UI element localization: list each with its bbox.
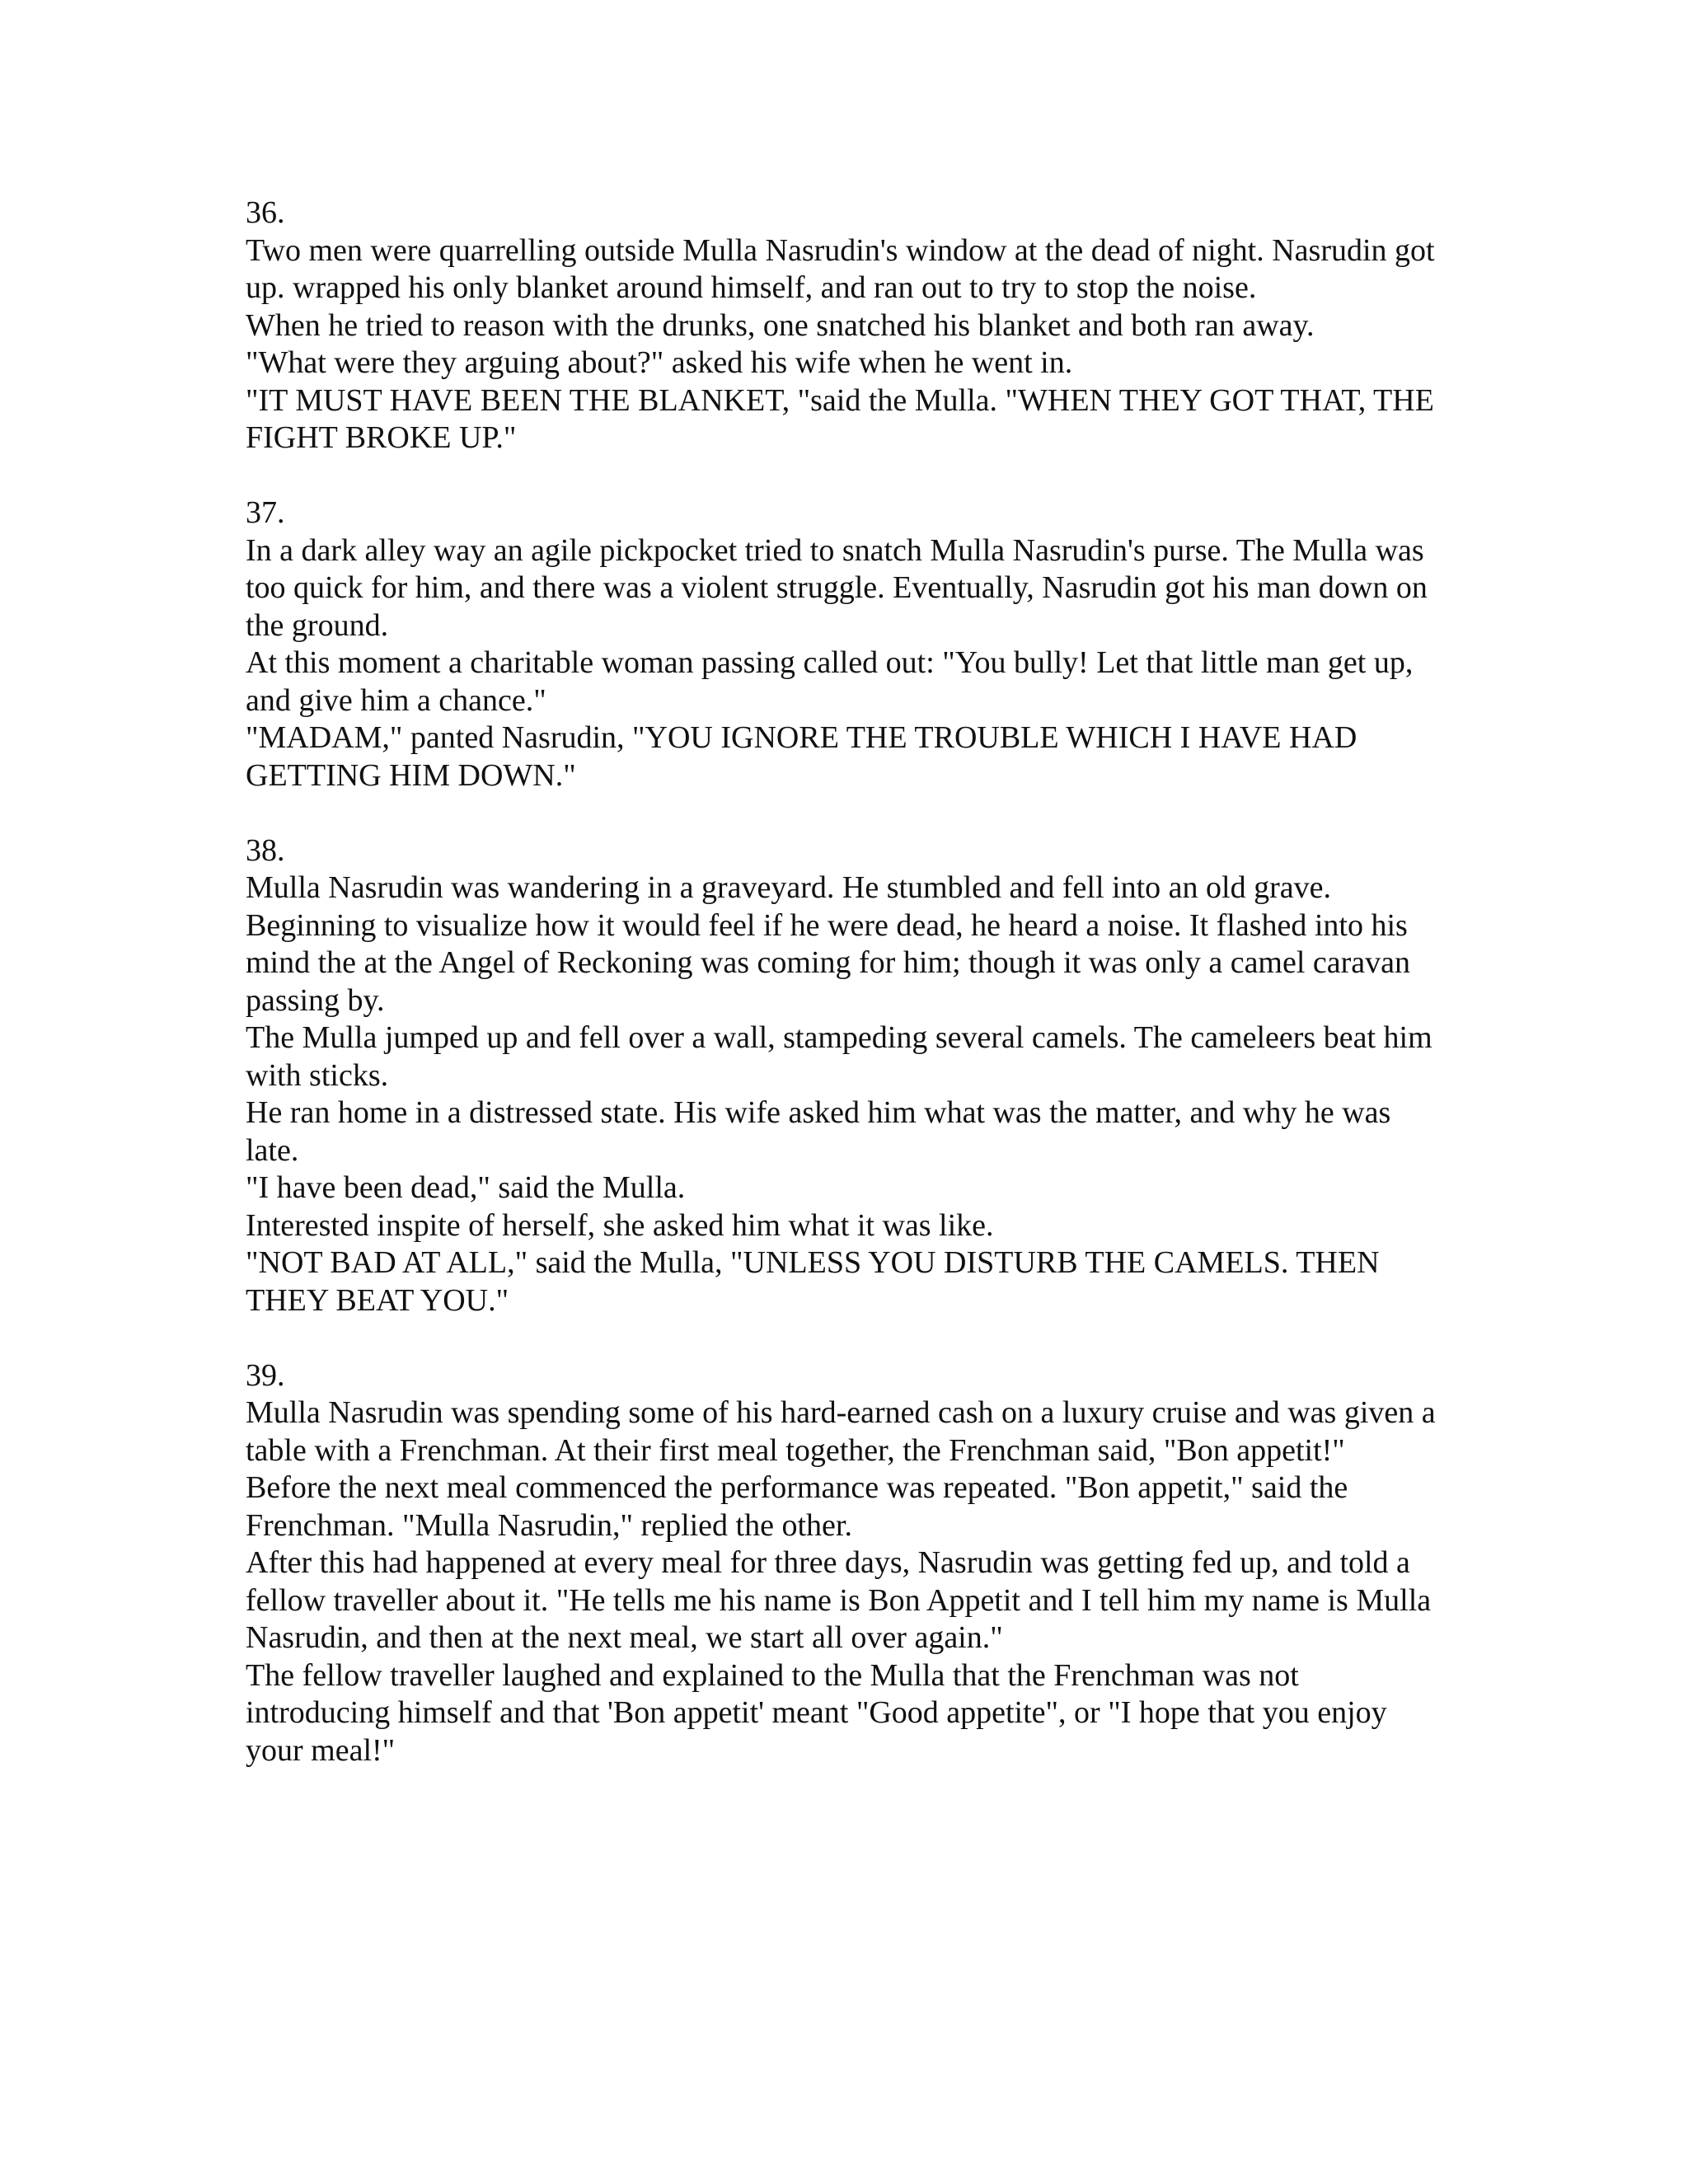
story-38 (246, 832, 1449, 1320)
story-paragraph: After this had happened at every meal for three days, Nasrudin was getting fed up, and told a fellow traveller about it. "He tells me his name is Bon Appetit and I tell him my name is Mulla Nasrudin, and then at the next meal, we start all over again." (246, 1545, 1432, 1655)
story-39 (246, 1357, 1449, 1770)
story-paragraph: Interested inspite of herself, she asked him what it was like. (246, 1207, 994, 1243)
story-paragraph: Before the next meal commenced the performance was repeated. "Bon appetit," said the Frenchman. "Mulla Nasrudin," replied the other. (246, 1470, 1348, 1543)
story-paragraph: "What were they arguing about?" asked his wife when he went in. (246, 345, 1073, 380)
story-paragraph: Mulla Nasrudin was wandering in a graveyard. He stumbled and fell into an old grave. Beginning to visualize how it would feel if he were dead, he heard a noise. It flashed into his mind the at the Angel of Reckoning was coming for him; though it was only a camel caravan passing by. (246, 870, 1411, 1018)
story-paragraph: When he tried to reason with the drunks, one snatched his blanket and both ran away. (246, 307, 1315, 343)
story-number: 36. (246, 195, 285, 230)
story-number: 38. (246, 832, 285, 868)
story-paragraph: "MADAM," panted Nasrudin, "YOU IGNORE THE TROUBLE WHICH I HAVE HAD GETTING HIM DOWN." (246, 720, 1357, 793)
story-paragraph: "I have been dead," said the Mulla. (246, 1170, 686, 1205)
story-paragraph: The fellow traveller laughed and explained to the Mulla that the Frenchman was not introducing himself and that 'Bon appetit' meant "Good appetite", or "I hope that you enjoy your meal!" (246, 1657, 1387, 1768)
story-paragraph: He ran home in a distressed state. His wife asked him what was the matter, and why he was late. (246, 1095, 1391, 1168)
story-paragraph: Two men were quarrelling outside Mulla Nasrudin's window at the dead of night. Nasrudin got up. wrapped his only blanket around himself, and ran out to try to stop the noise. (246, 232, 1435, 305)
document-page (246, 194, 1449, 1807)
story-paragraph: Mulla Nasrudin was spending some of his hard-earned cash on a luxury cruise and was given a table with a Frenchman. At their first meal together, the Frenchman said, "Bon appetit!" (246, 1395, 1436, 1468)
story-paragraph: In a dark alley way an agile pickpocket tried to snatch Mulla Nasrudin's purse. The Mulla was too quick for him, and there was a violent struggle. Eventually, Nasrudin got his man down on the ground. (246, 532, 1428, 643)
story-paragraph: The Mulla jumped up and fell over a wall, stampeding several camels. The cameleers beat him with sticks. (246, 1020, 1432, 1093)
story-number: 39. (246, 1357, 285, 1393)
story-number: 37. (246, 495, 285, 530)
story-36 (246, 194, 1449, 457)
story-paragraph: "NOT BAD AT ALL," said the Mulla, "UNLESS YOU DISTURB THE CAMELS. THEN THEY BEAT YOU." (246, 1245, 1380, 1318)
story-paragraph: "IT MUST HAVE BEEN THE BLANKET, "said the Mulla. "WHEN THEY GOT THAT, THE FIGHT BROKE UP." (246, 382, 1434, 455)
story-37 (246, 494, 1449, 794)
story-paragraph: At this moment a charitable woman passing called out: "You bully! Let that little man get up, and give him a chance." (246, 645, 1414, 718)
